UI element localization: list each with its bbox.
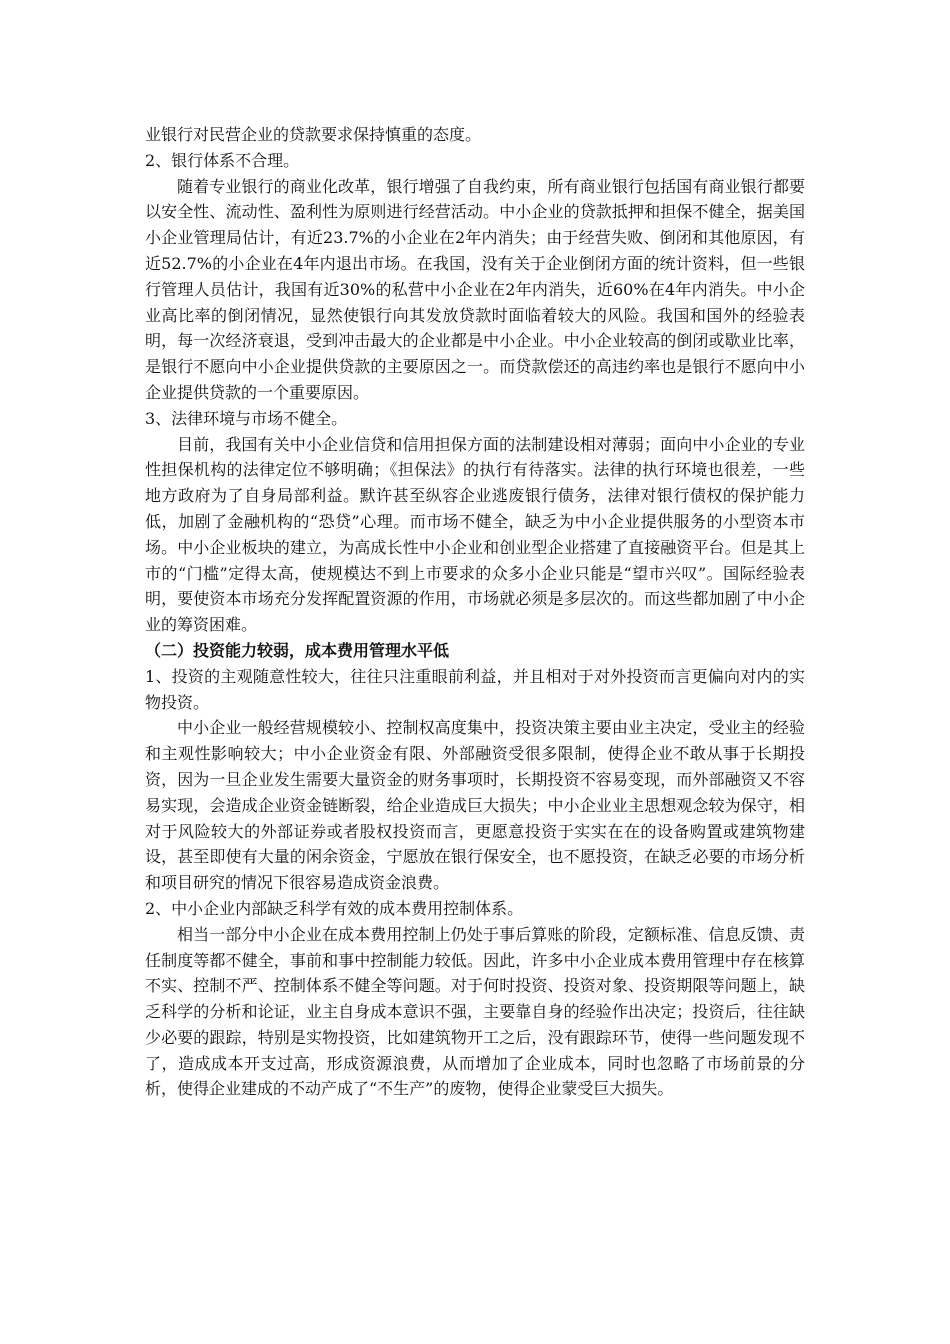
subheading-bank-system: 2、银行体系不合理。 — [145, 150, 300, 170]
subheading-investment-subjectivity: 1、投资的主观随意性较大，往往只注重眼前利益，并且相对于对外投资而言更偏向对内的实物投资。 — [145, 666, 805, 712]
section-heading-investment: （二）投资能力较弱，成本费用管理水平低 — [145, 640, 450, 660]
subheading-cost-control: 2、中小企业内部缺乏科学有效的成本费用控制体系。 — [145, 898, 524, 918]
paragraph-bank-system: 随着专业银行的商业化改革，银行增强了自我约束，所有商业银行包括国有商业银行都要以安全性、流动性、盈利性为原则进行经营活动。中小企业的贷款抵押和担保不健全，据美国小企业管理局估计，有近23.7%的小企业在2年内消失；由于经营失败、倒闭和其他原因，有近52.7%的小企业在4年内退出市场。在我国，没有关于企业倒闭方面的统计资料，但一些银行管理人员估计，我国有近30%的私营中小企业在2年内消失，近60%在4年内消失。中小企业高比率的倒闭情况，显然使银行向其发放贷款时面临着较大的风险。我国和国外的经验表明，每一次经济衰退，受到冲击最大的企业都是中小企业。中小企业较高的倒闭或歇业比率，是银行不愿向中小企业提供贷款的主要原因之一。而贷款偿还的高违约率也是银行不愿向中小企业提供贷款的一个重要原因。 — [145, 176, 805, 402]
paragraph-cost-control: 相当一部分中小企业在成本费用控制上仍处于事后算账的阶段，定额标准、信息反馈、责任制度等都不健全，事前和事中控制能力较低。因此，许多中小企业成本费用管理中存在核算不实、控制不严、控制体系不健全等问题。对于何时投资、投资对象、投资期限等问题上，缺乏科学的分析和论证，业主自身成本意识不强，主要靠自身的经验作出决定；投资后，往往缺少必要的跟踪，特别是实物投资，比如建筑物开工之后，没有跟踪环节，使得一些问题发现不了，造成成本开支过高，形成资源浪费，从而增加了企业成本，同时也忽略了市场前景的分析，使得企业建成的不动产成了“不生产”的废物，使得企业蒙受巨大损失。 — [145, 924, 805, 1099]
paragraph-continuation: 业银行对民营企业的贷款要求保持慎重的态度。 — [145, 125, 482, 144]
document-body — [145, 122, 805, 1102]
subheading-legal-environment: 3、法律环境与市场不健全。 — [145, 408, 348, 428]
paragraph-investment-subjectivity: 中小企业一般经营规模较小、控制权高度集中，投资决策主要由业主决定，受业主的经验和主观性影响较大；中小企业资金有限、外部融资受很多限制，使得企业不敢从事于长期投资，因为一旦企业发生需要大量资金的财务事项时，长期投资不容易变现，而外部融资又不容易实现，会造成企业资金链断裂，给企业造成巨大损失；中小企业业主思想观念较为保守，相对于风险较大的外部证券或者股权投资而言，更愿意投资于实实在在的设备购置或建筑物建设，甚至即使有大量的闲余资金，宁愿放在银行保安全，也不愿投资，在缺乏必要的市场分析和项目研究的情况下很容易造成资金浪费。 — [145, 718, 805, 893]
paragraph-legal-environment: 目前，我国有关中小企业信贷和信用担保方面的法制建设相对薄弱；面向中小企业的专业性担保机构的法律定位不够明确；《担保法》的执行有待落实。法律的执行环境也很差，一些地方政府为了自身局部利益。默许甚至纵容企业逃废银行债务，法律对银行债权的保护能力低，加剧了金融机构的“恐贷”心理。而市场不健全，缺乏为中小企业提供服务的小型资本市场。中小企业板块的建立，为高成长性中小企业和创业型企业搭建了直接融资平台。但是其上市的“门槛”定得太高，使规模达不到上市要求的众多小企业只能是“望市兴叹”。国际经验表明，要使资本市场充分发挥配置资源的作用，市场就必须是多层次的。而这些都加剧了中小企业的筹资困难。 — [145, 434, 805, 635]
